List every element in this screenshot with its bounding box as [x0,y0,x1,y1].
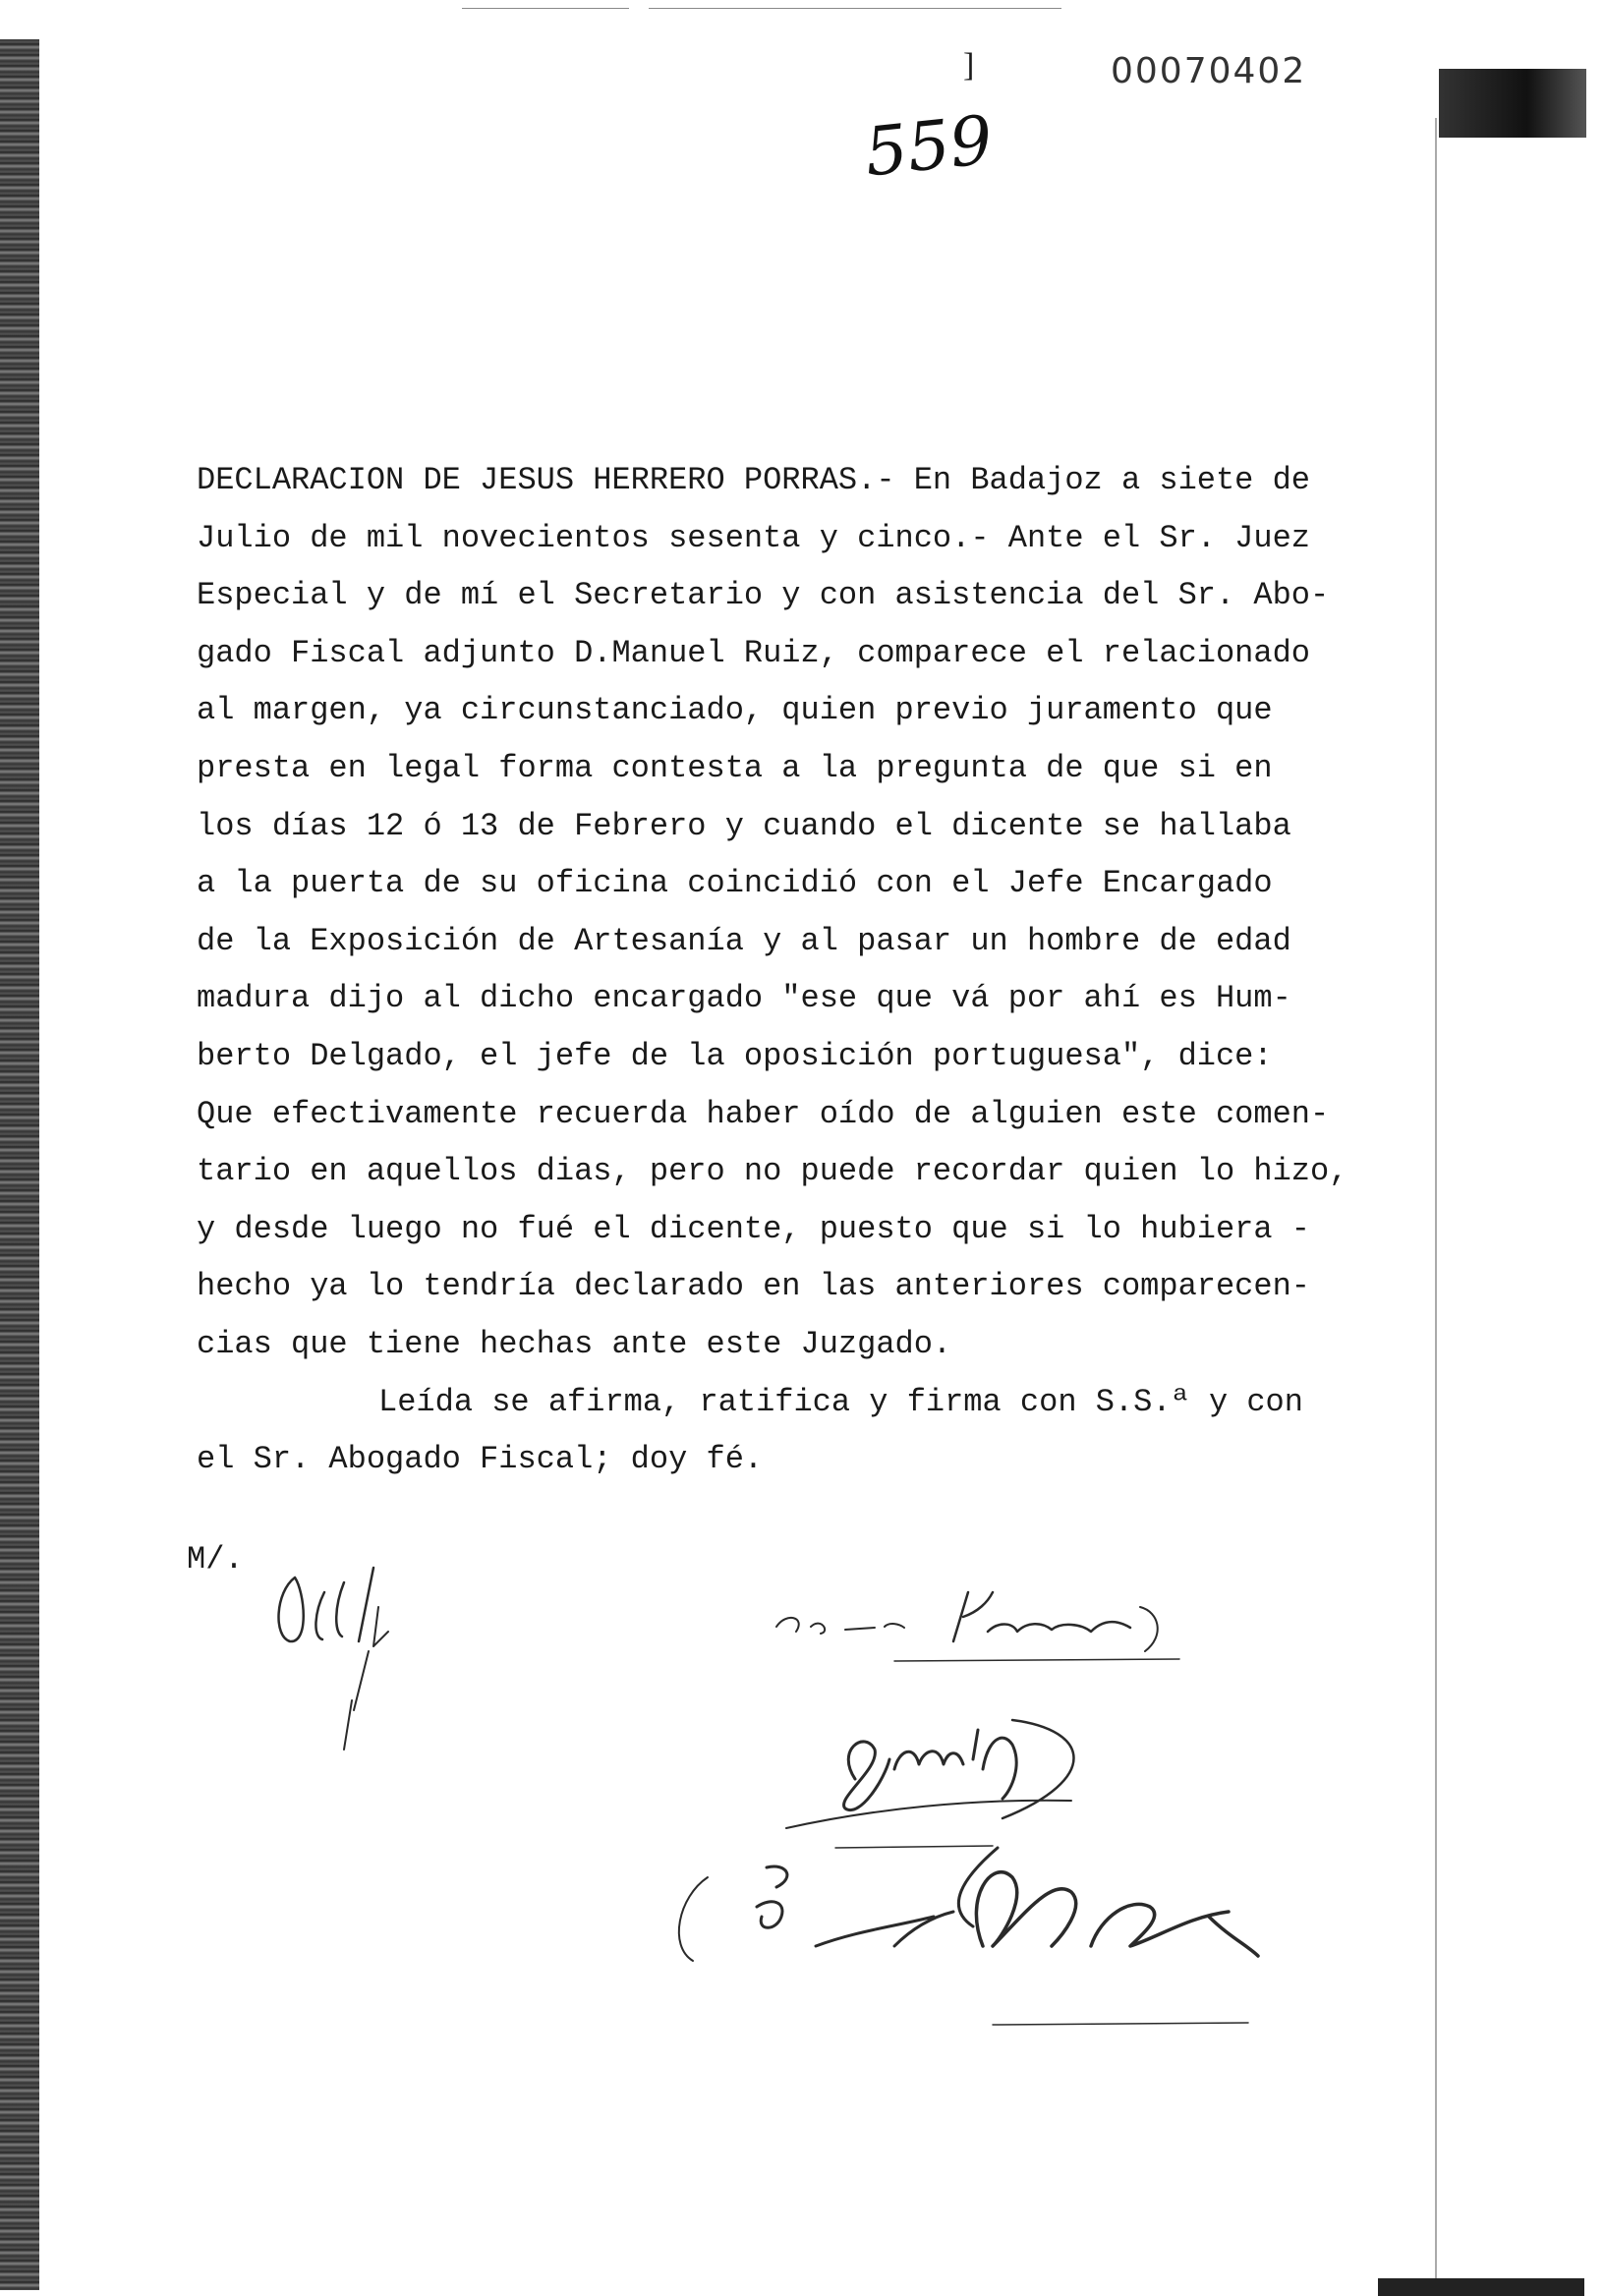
closing-line: Leída se afirma, ratifica y firma con S.S.ª y con [378,1383,1303,1420]
top-rule [649,8,1061,9]
secretary-signature [639,1838,1288,2035]
scan-corner-shadow [1439,69,1586,138]
body-line: de la Exposición de Artesanía y al pasar un hombre de edad [197,922,1291,959]
body-line: DECLARACION DE JESUS HERRERO PORRAS.- En Badajoz a siete de [197,462,1310,498]
body-line: al margen, ya circunstanciado, quien previo juramento que [197,692,1273,729]
declarant-signature [767,1582,1238,1661]
body-line: Que efectivamente recuerda haber oído de alguien este comen- [197,1095,1330,1132]
body-line: a la puerta de su oficina coincidió con el Jefe Encargado [197,865,1273,902]
marginal-note: M/. [187,1541,244,1578]
scan-left-edge [0,39,39,2290]
body-line: madura dijo al dicho encargado "ese que vá por ahí es Hum- [197,980,1291,1017]
body-line: hecho ya lo tendría declarado en las anteriores comparecen- [197,1268,1310,1305]
body-line: presta en legal forma contesta a la pregunta de que si en [197,749,1273,786]
body-line: cias que tiene hechas ante este Juzgado. [197,1325,952,1362]
body-line: berto Delgado, el jefe de la oposición portuguesa", dice: [197,1037,1273,1074]
body-line: Julio de mil novecientos sesenta y cinco.- Ante el Sr. Juez [197,519,1310,556]
scan-bottom-shadow [1378,2278,1584,2296]
page-mark: ] [963,47,975,84]
body-line: gado Fiscal adjunto D.Manuel Ruiz, comparece el relacionado [197,634,1310,671]
right-margin-rule [1435,118,1437,2280]
closing-line: el Sr. Abogado Fiscal; doy fé. [197,1441,764,1478]
body-line: tario en aquellos dias, pero no puede recordar quien lo hizo, [197,1153,1348,1190]
declaration-body [197,452,1356,1489]
left-initials-signature [265,1553,462,1769]
folio-number: 559 [861,101,997,193]
archive-stamp: 00070402 [1111,51,1307,90]
body-line: y desde luego no fué el dicente, puesto que si lo hubiera - [197,1210,1310,1247]
body-line: los días 12 ó 13 de Febrero y cuando el dicente se hallaba [197,807,1291,844]
top-rule [462,8,629,9]
body-line: Especial y de mí el Secretario y con asistencia del Sr. Abo- [197,577,1330,614]
